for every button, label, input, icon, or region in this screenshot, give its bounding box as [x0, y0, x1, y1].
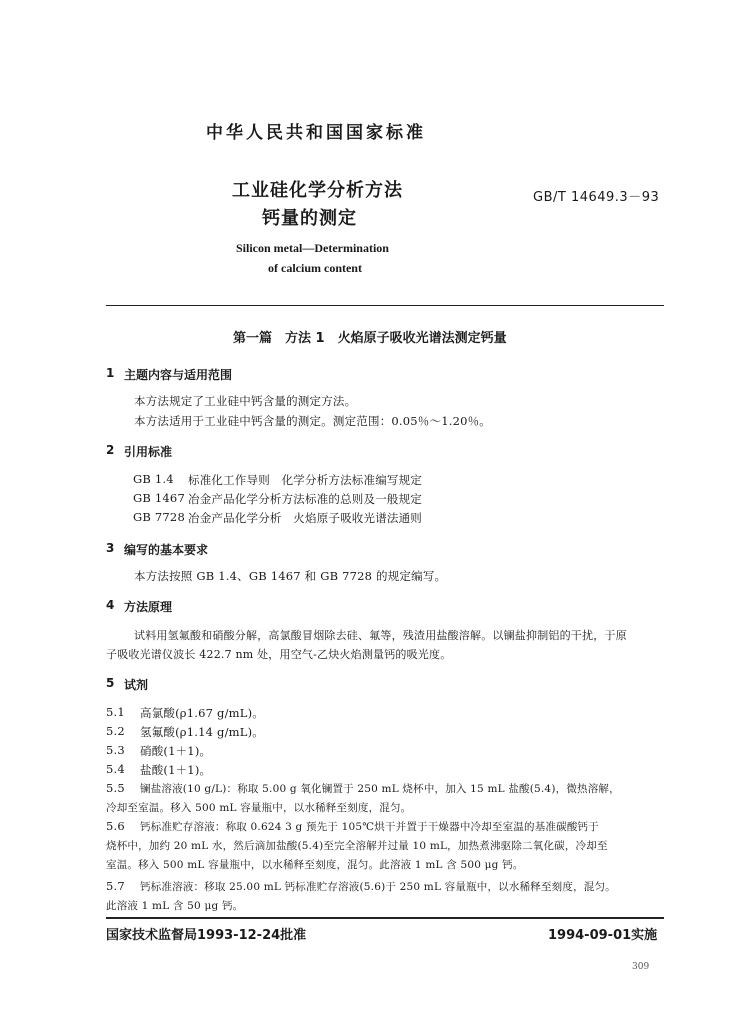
section-1-number: 1	[106, 366, 115, 380]
reagent-item-text: 高氯酸(ρ1.67 g/mL)。	[140, 706, 264, 720]
approval-date: 国家技术监督局1993-12-24批准	[106, 928, 307, 943]
effective-date: 1994-09-01实施	[548, 928, 658, 943]
section-4-paragraph-line-1: 试料用氢氟酸和硝酸分解，高氯酸冒烟除去硅、氟等，残渣用盐酸溶解。以镧盐抑制铝的干扰，于原	[134, 629, 627, 642]
footer-divider	[106, 917, 664, 919]
section-3-number: 3	[106, 541, 115, 555]
section-3-paragraph: 本方法按照 GB 1.4、GB 1467 和 GB 7728 的规定编写。	[134, 569, 447, 583]
section-2-number: 2	[106, 443, 115, 457]
reagent-5-7-line-1: 钙标准溶液：移取 25.00 mL 钙标准贮存溶液(5.6)于 250 mL 容量瓶中，以水稀释至刻度，混匀。	[140, 881, 616, 893]
reagent-5-7-line-2: 此溶液 1 mL 含 50 μg 钙。	[106, 900, 244, 912]
section-5-number: 5	[106, 676, 115, 690]
section-4-number: 4	[106, 598, 115, 612]
part-title: 第一篇 方法 1 火焰原子吸收光谱法测定钙量	[233, 331, 507, 346]
reagent-item-text: 硝酸(1＋1)。	[140, 744, 212, 758]
national-standard-heading: 中华人民共和国国家标准	[206, 123, 426, 143]
reference-title: 冶金产品化学分析 火焰原子吸收光谱法通则	[188, 511, 422, 525]
reagent-item-number: 5.1	[106, 705, 125, 719]
reagent-item-number: 5.6	[106, 819, 125, 833]
header-divider	[106, 305, 664, 306]
document-title-line2: 钙量的测定	[262, 208, 357, 229]
reagent-5-6-line-2: 烧杯中，加约 20 mL 水，然后滴加盐酸(5.4)至完全溶解并过量 10 mL，加热煮沸驱除二氧化碳，冷却至	[106, 840, 608, 852]
reagent-item-number: 5.4	[106, 762, 125, 776]
reference-title: 标准化工作导则 化学分析方法标准编写规定	[188, 473, 422, 487]
reagent-item-number: 5.2	[106, 724, 125, 738]
section-1-paragraph-2: 本方法适用于工业硅中钙含量的测定。测定范围：0.05％～1.20％。	[134, 414, 492, 428]
section-4-title: 方法原理	[124, 600, 173, 614]
english-title-line1: Silicon metal—Determination	[236, 241, 389, 255]
reagent-item-number: 5.5	[106, 781, 125, 795]
reagent-5-6-line-1: 钙标准贮存溶液：称取 0.624 3 g 预先于 105℃烘干并置于干燥器中冷却至室温的基准碳酸钙于	[140, 821, 599, 833]
reagent-5-6-line-3: 室温。移入 500 mL 容量瓶中，以水稀释至刻度，混匀。此溶液 1 mL 含 500 μg 钙。	[106, 859, 524, 871]
section-3-title: 编写的基本要求	[124, 543, 209, 557]
standard-number: GB/T 14649.3－93	[533, 190, 660, 205]
reagent-item-text: 氢氟酸(ρ1.14 g/mL)。	[140, 725, 264, 739]
reagent-item-number: 5.3	[106, 743, 125, 757]
reference-code: GB 1.4	[133, 472, 174, 486]
document-title-line1: 工业硅化学分析方法	[232, 180, 403, 201]
page-number: 309	[632, 962, 650, 972]
reference-code: GB 1467	[133, 491, 185, 505]
reagent-item-number: 5.7	[106, 879, 125, 893]
section-1-paragraph-1: 本方法规定了工业硅中钙含量的测定方法。	[134, 394, 357, 408]
reagent-5-5-line-2: 冷却至室温。移入 500 mL 容量瓶中，以水稀释至刻度，混匀。	[106, 802, 412, 814]
reagent-item-text: 盐酸(1＋1)。	[140, 763, 212, 777]
section-4-paragraph-line-2: 子吸收光谱仪波长 422.7 nm 处，用空气-乙炔火焰测量钙的吸光度。	[106, 648, 452, 661]
section-1-title: 主题内容与适用范围	[124, 368, 233, 382]
reagent-5-5-line-1: 镧盐溶液(10 g/L)：称取 5.00 g 氧化镧置于 250 mL 烧杯中，加入 15 mL 盐酸(5.4)，微热溶解，	[140, 783, 620, 795]
english-title-line2: of calcium content	[268, 261, 362, 275]
reference-title: 冶金产品化学分析方法标准的总则及一般规定	[188, 492, 422, 506]
reference-code: GB 7728	[133, 510, 185, 524]
section-2-title: 引用标准	[124, 445, 173, 459]
section-5-title: 试剂	[124, 678, 149, 692]
